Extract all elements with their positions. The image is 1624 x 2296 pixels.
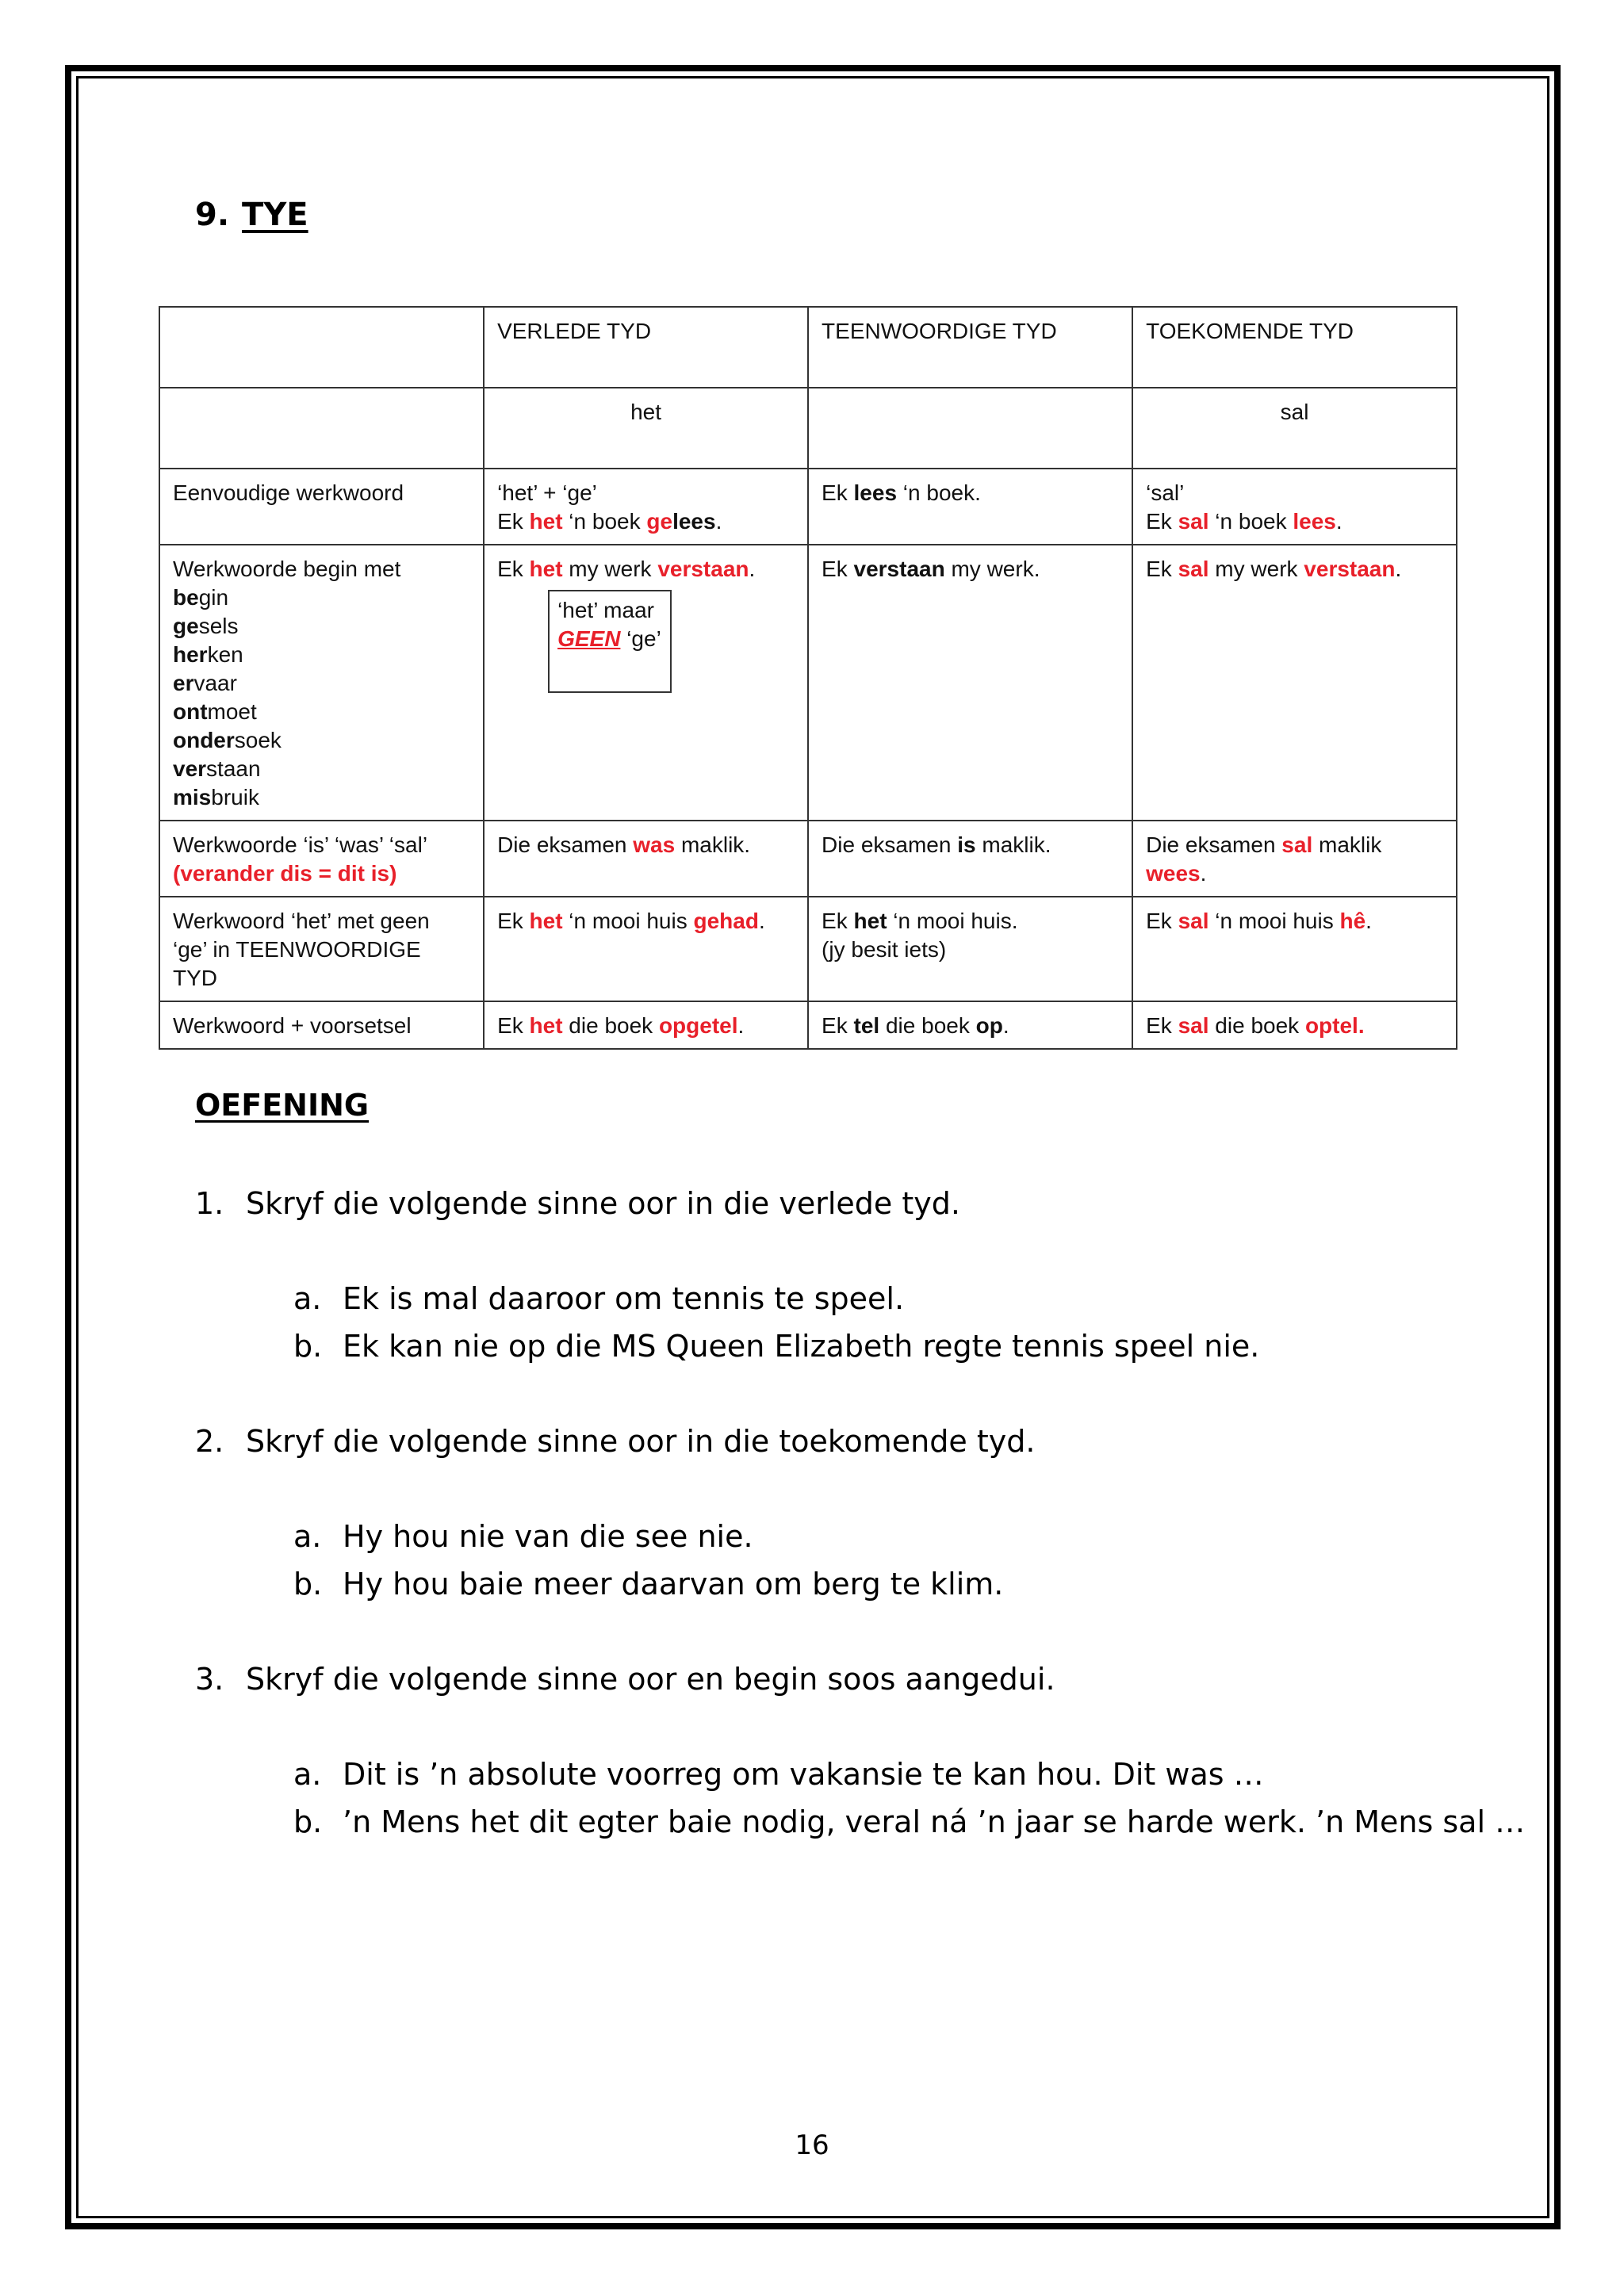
row-future: Die eksamen sal maklik wees. — [1132, 821, 1457, 897]
row-present: Die eksamen is maklik. — [808, 821, 1132, 897]
row-label: Eenvoudige werkwoord — [159, 469, 484, 545]
aux-cell-empty — [159, 388, 484, 469]
row-future — [1132, 469, 1457, 545]
row-label-text: Werkwoorde ‘is’ ‘was’ ‘sal’ — [173, 832, 428, 857]
row-future: Ek sal die boek optel. — [1132, 1001, 1457, 1049]
present-note: (jy besit iets) — [822, 937, 947, 962]
section-title — [195, 197, 308, 233]
prefix-item: ondersoek — [173, 728, 282, 752]
prefix-list — [173, 584, 470, 812]
header-present: TEENWOORDIGE TYD — [808, 307, 1132, 388]
table-row — [159, 897, 1457, 1001]
tenses-table — [159, 306, 1457, 1050]
row-future: Ek sal my werk verstaan. — [1132, 545, 1457, 821]
list-item: a. Dit is ’n absolute voorreg om vakansie te kan hou. Dit was … — [293, 1757, 1264, 1792]
row-past: Die eksamen was maklik. — [484, 821, 808, 897]
aux-past: het — [484, 388, 808, 469]
table-header-row — [159, 307, 1457, 388]
prefix-item: ontmoet — [173, 699, 257, 724]
row-past — [484, 469, 808, 545]
future-line1: ‘sal’ — [1146, 480, 1185, 505]
header-cell-empty — [159, 307, 484, 388]
aux-future: sal — [1132, 388, 1457, 469]
prefix-item: herken — [173, 642, 243, 667]
prefix-item: misbruik — [173, 785, 259, 809]
row-label: Werkwoord + voorsetsel — [159, 1001, 484, 1049]
section-number: 9. — [195, 197, 230, 233]
table-row — [159, 1001, 1457, 1049]
past-example: Ek het ‘n boek gelees. — [497, 509, 722, 534]
row-past — [484, 545, 808, 821]
row-future: Ek sal ‘n mooi huis hê. — [1132, 897, 1457, 1001]
row-label-text: Werkwoorde begin met — [173, 557, 401, 581]
past-line1: ‘het’ + ‘ge’ — [497, 480, 597, 505]
list-item: a. Hy hou nie van die see nie. — [293, 1519, 753, 1554]
row-label-note: (verander dis = dit is) — [173, 861, 397, 886]
row-present: Ek het ‘n mooi huis. (jy besit iets) — [808, 897, 1132, 1001]
note-box — [548, 590, 672, 693]
question-2: 2. Skryf die volgende sinne oor in die toekomende tyd. — [195, 1424, 1036, 1459]
row-label: Werkwoord ‘het’ met geen ‘ge’ in TEENWOORDIGE TYD — [159, 897, 484, 1001]
note-line2: GEEN ‘ge’ — [557, 626, 661, 651]
aux-present — [808, 388, 1132, 469]
list-item: b. Hy hou baie meer daarvan om berg te klim. — [293, 1567, 1004, 1601]
row-present: Ek lees ‘n boek. — [808, 469, 1132, 545]
past-example: Ek het my werk verstaan. — [497, 557, 756, 581]
question-3: 3. Skryf die volgende sinne oor en begin soos aangedui. — [195, 1662, 1055, 1697]
note-line1: ‘het’ maar — [557, 598, 654, 622]
table-row — [159, 469, 1457, 545]
prefix-item: verstaan — [173, 756, 261, 781]
prefix-item: gesels — [173, 614, 239, 638]
list-item: b. Ek kan nie op die MS Queen Elizabeth regte tennis speel nie. — [293, 1329, 1260, 1364]
row-past: Ek het ‘n mooi huis gehad. — [484, 897, 808, 1001]
row-label — [159, 821, 484, 897]
list-item: b. ’n Mens het dit egter baie nodig, veral ná ’n jaar se harde werk. ’n Mens sal … — [293, 1804, 1526, 1839]
prefix-item: begin — [173, 585, 229, 610]
row-label — [159, 545, 484, 821]
page-number: 16 — [795, 2130, 829, 2161]
table-row — [159, 545, 1457, 821]
list-item: a. Ek is mal daaroor om tennis te speel. — [293, 1281, 905, 1316]
exercise-heading: OEFENING — [195, 1088, 370, 1123]
question-1: 1. Skryf die volgende sinne oor in die verlede tyd. — [195, 1186, 960, 1221]
header-future: TOEKOMENDE TYD — [1132, 307, 1457, 388]
section-title-text: TYE — [242, 197, 308, 233]
row-present: Ek tel die boek op. — [808, 1001, 1132, 1049]
row-past: Ek het die boek opgetel. — [484, 1001, 808, 1049]
row-present: Ek verstaan my werk. — [808, 545, 1132, 821]
table-aux-row — [159, 388, 1457, 469]
prefix-item: ervaar — [173, 671, 237, 695]
table-row — [159, 821, 1457, 897]
header-past: VERLEDE TYD — [484, 307, 808, 388]
future-example: Ek sal ‘n boek lees. — [1146, 509, 1342, 534]
